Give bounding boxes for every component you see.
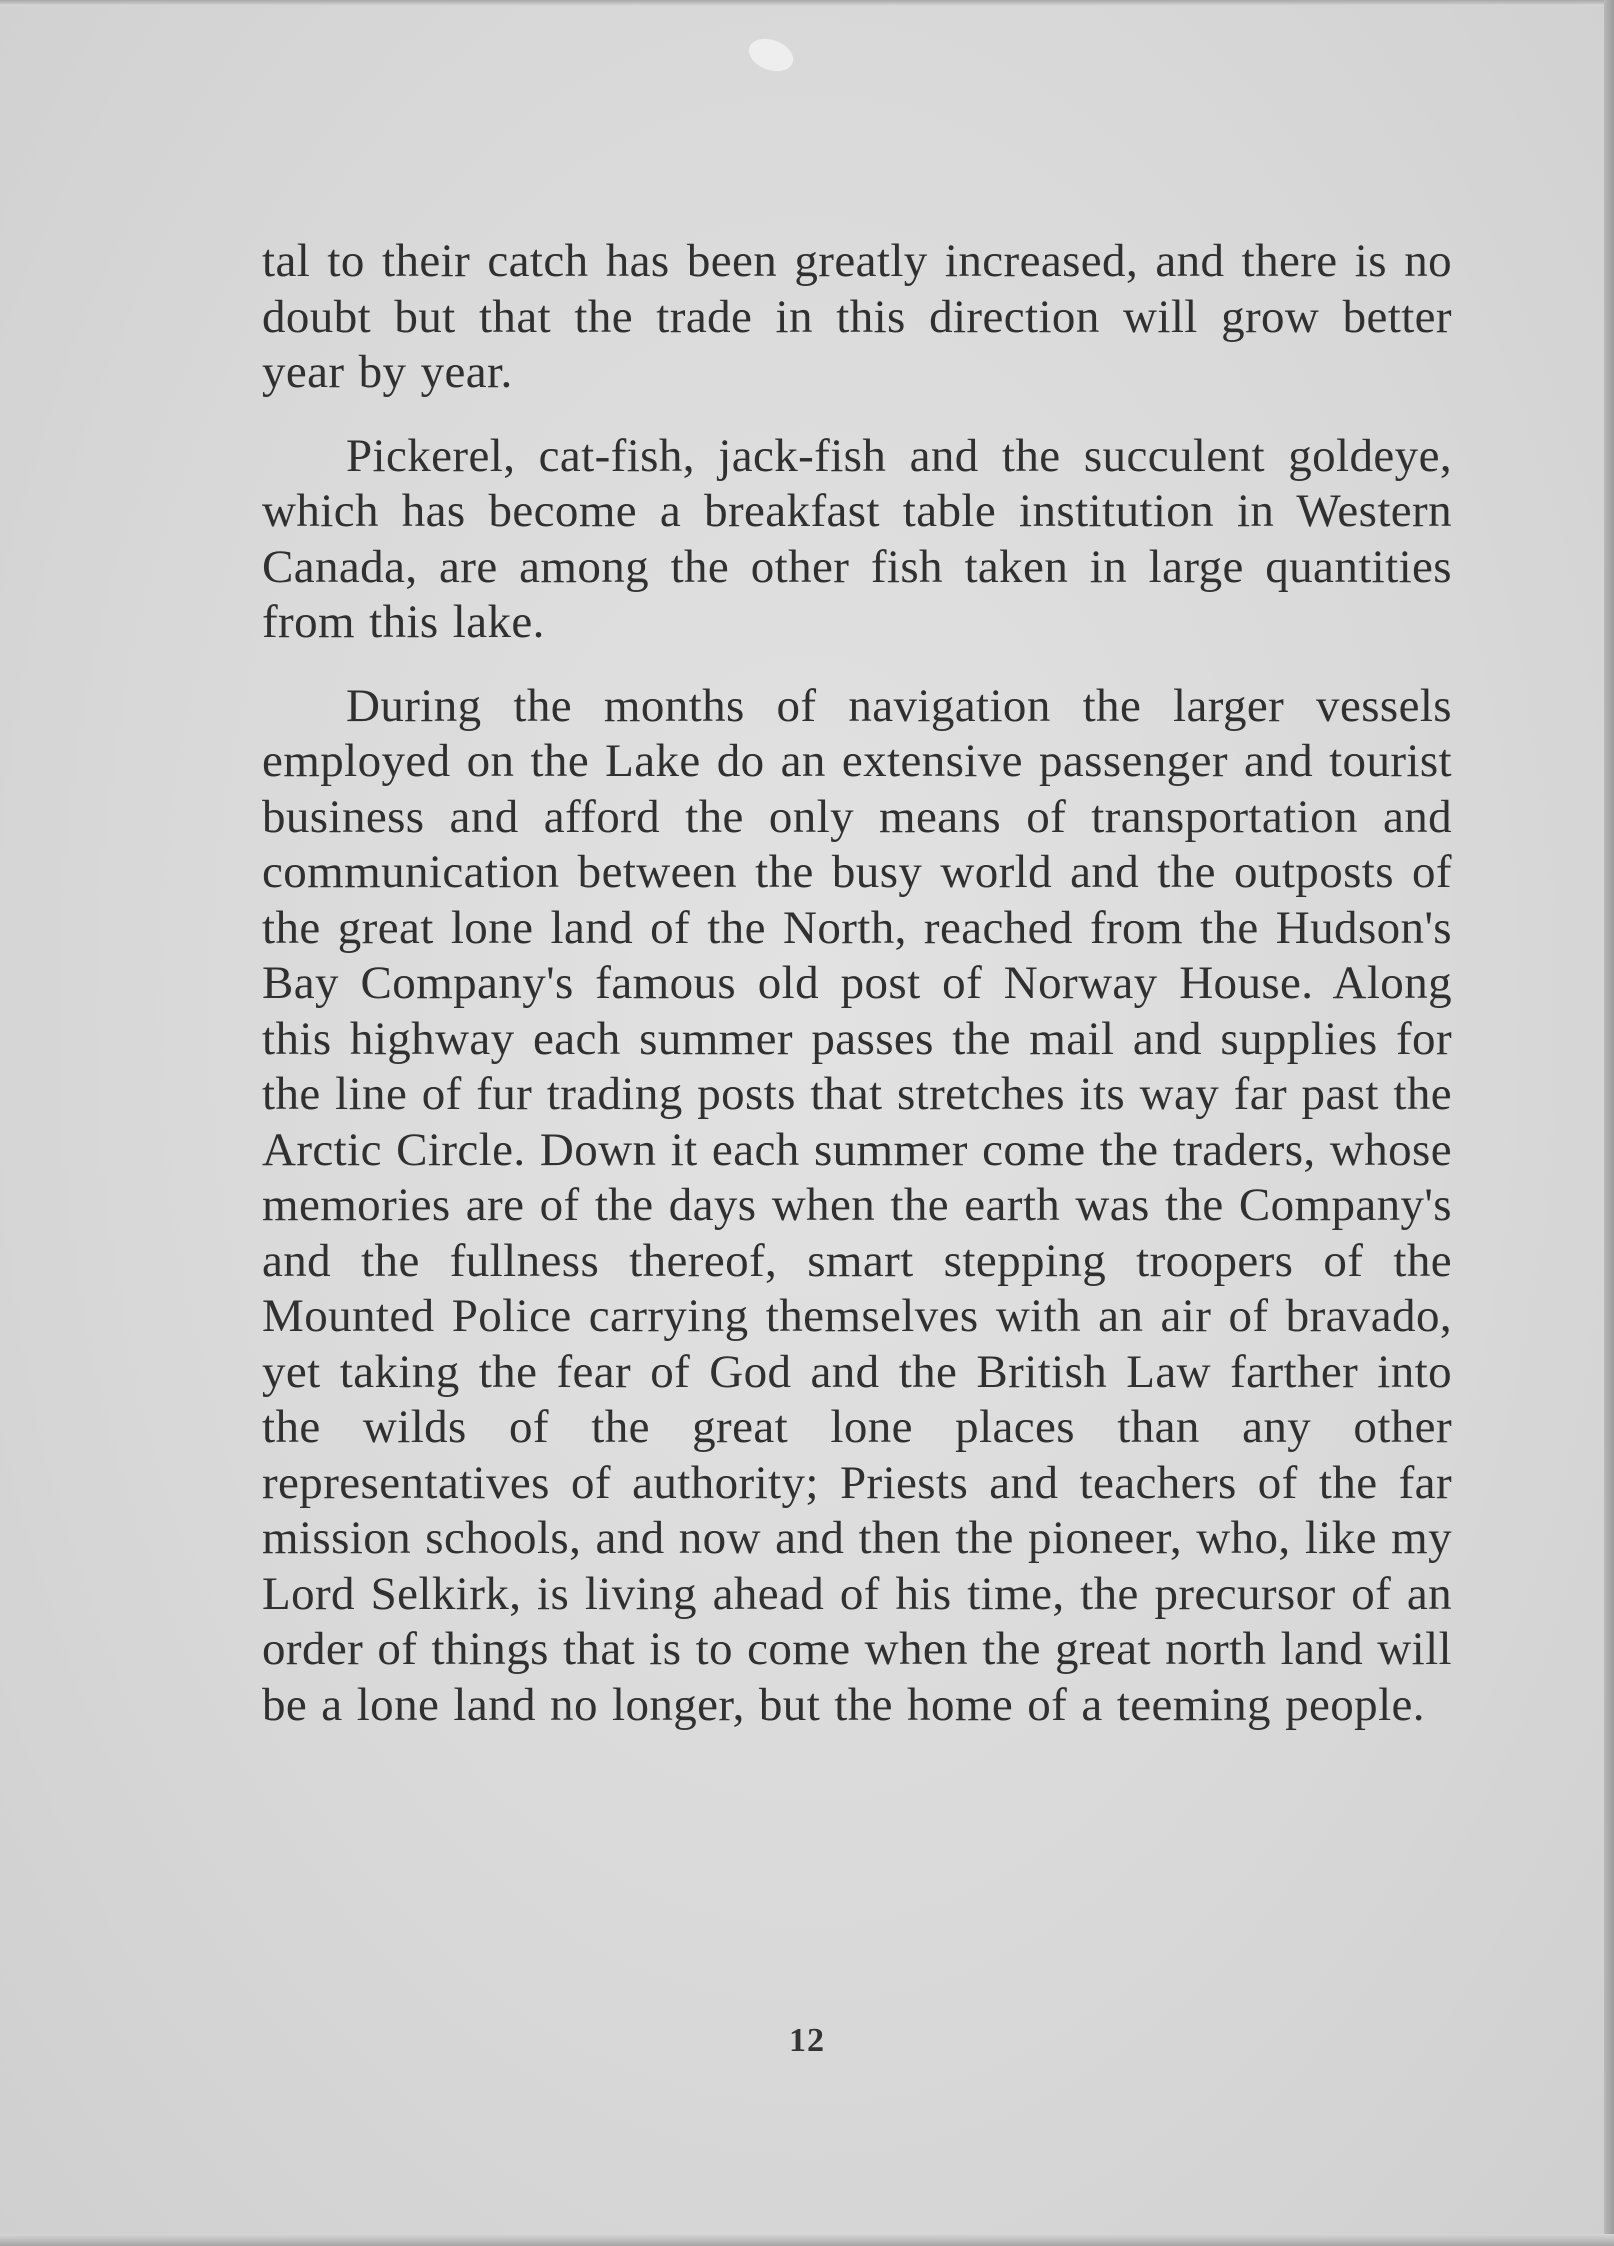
paragraph-navigation: During the months of navigation the larger vessels employed on the Lake do an extensive passenger and tourist business and afford the only means of transportation and communication between the busy world and the outposts of the great lone land of the North, reached from the Hudson's Bay Company's famous old post of Norway House. Along this highway each summer passes the mail and supplies for the line of fur trading posts that stretches its way far past the Arctic Circle. Down it each summer come the traders, whose memories are of the days when the earth was the Company's and the fullness thereof, smart stepping troopers of the Mounted Police carrying themselves with an air of bravado, yet taking the fear of God and the British Law farther into the wilds of the great lone places than any other representatives of authority; Priests and teachers of the far mission schools, and now and then the pioneer, who, like my Lord Selkirk, is living ahead of his time, the precursor of an order of things that is to come when the great north land will be a lone land no longer, but the home of a teeming people. [262, 679, 1452, 1731]
page-bottom-edge [0, 2234, 1614, 2246]
page-top-edge [0, 0, 1614, 6]
paragraph-fish-species: Pickerel, cat-fish, jack-fish and the succulent goldeye, which has become a breakfast table institution in Western Canada, are among the other fish taken in large quantities from this lake. [262, 429, 1452, 648]
paper-smudge [744, 33, 797, 77]
body-text [262, 234, 1452, 1733]
paragraph-continuation: tal to their catch has been greatly increased, and there is no doubt but that the trade in this direction will grow better year by year. [262, 235, 1452, 398]
page-number: 12 [789, 2022, 825, 2059]
page-right-edge [1604, 0, 1614, 2246]
